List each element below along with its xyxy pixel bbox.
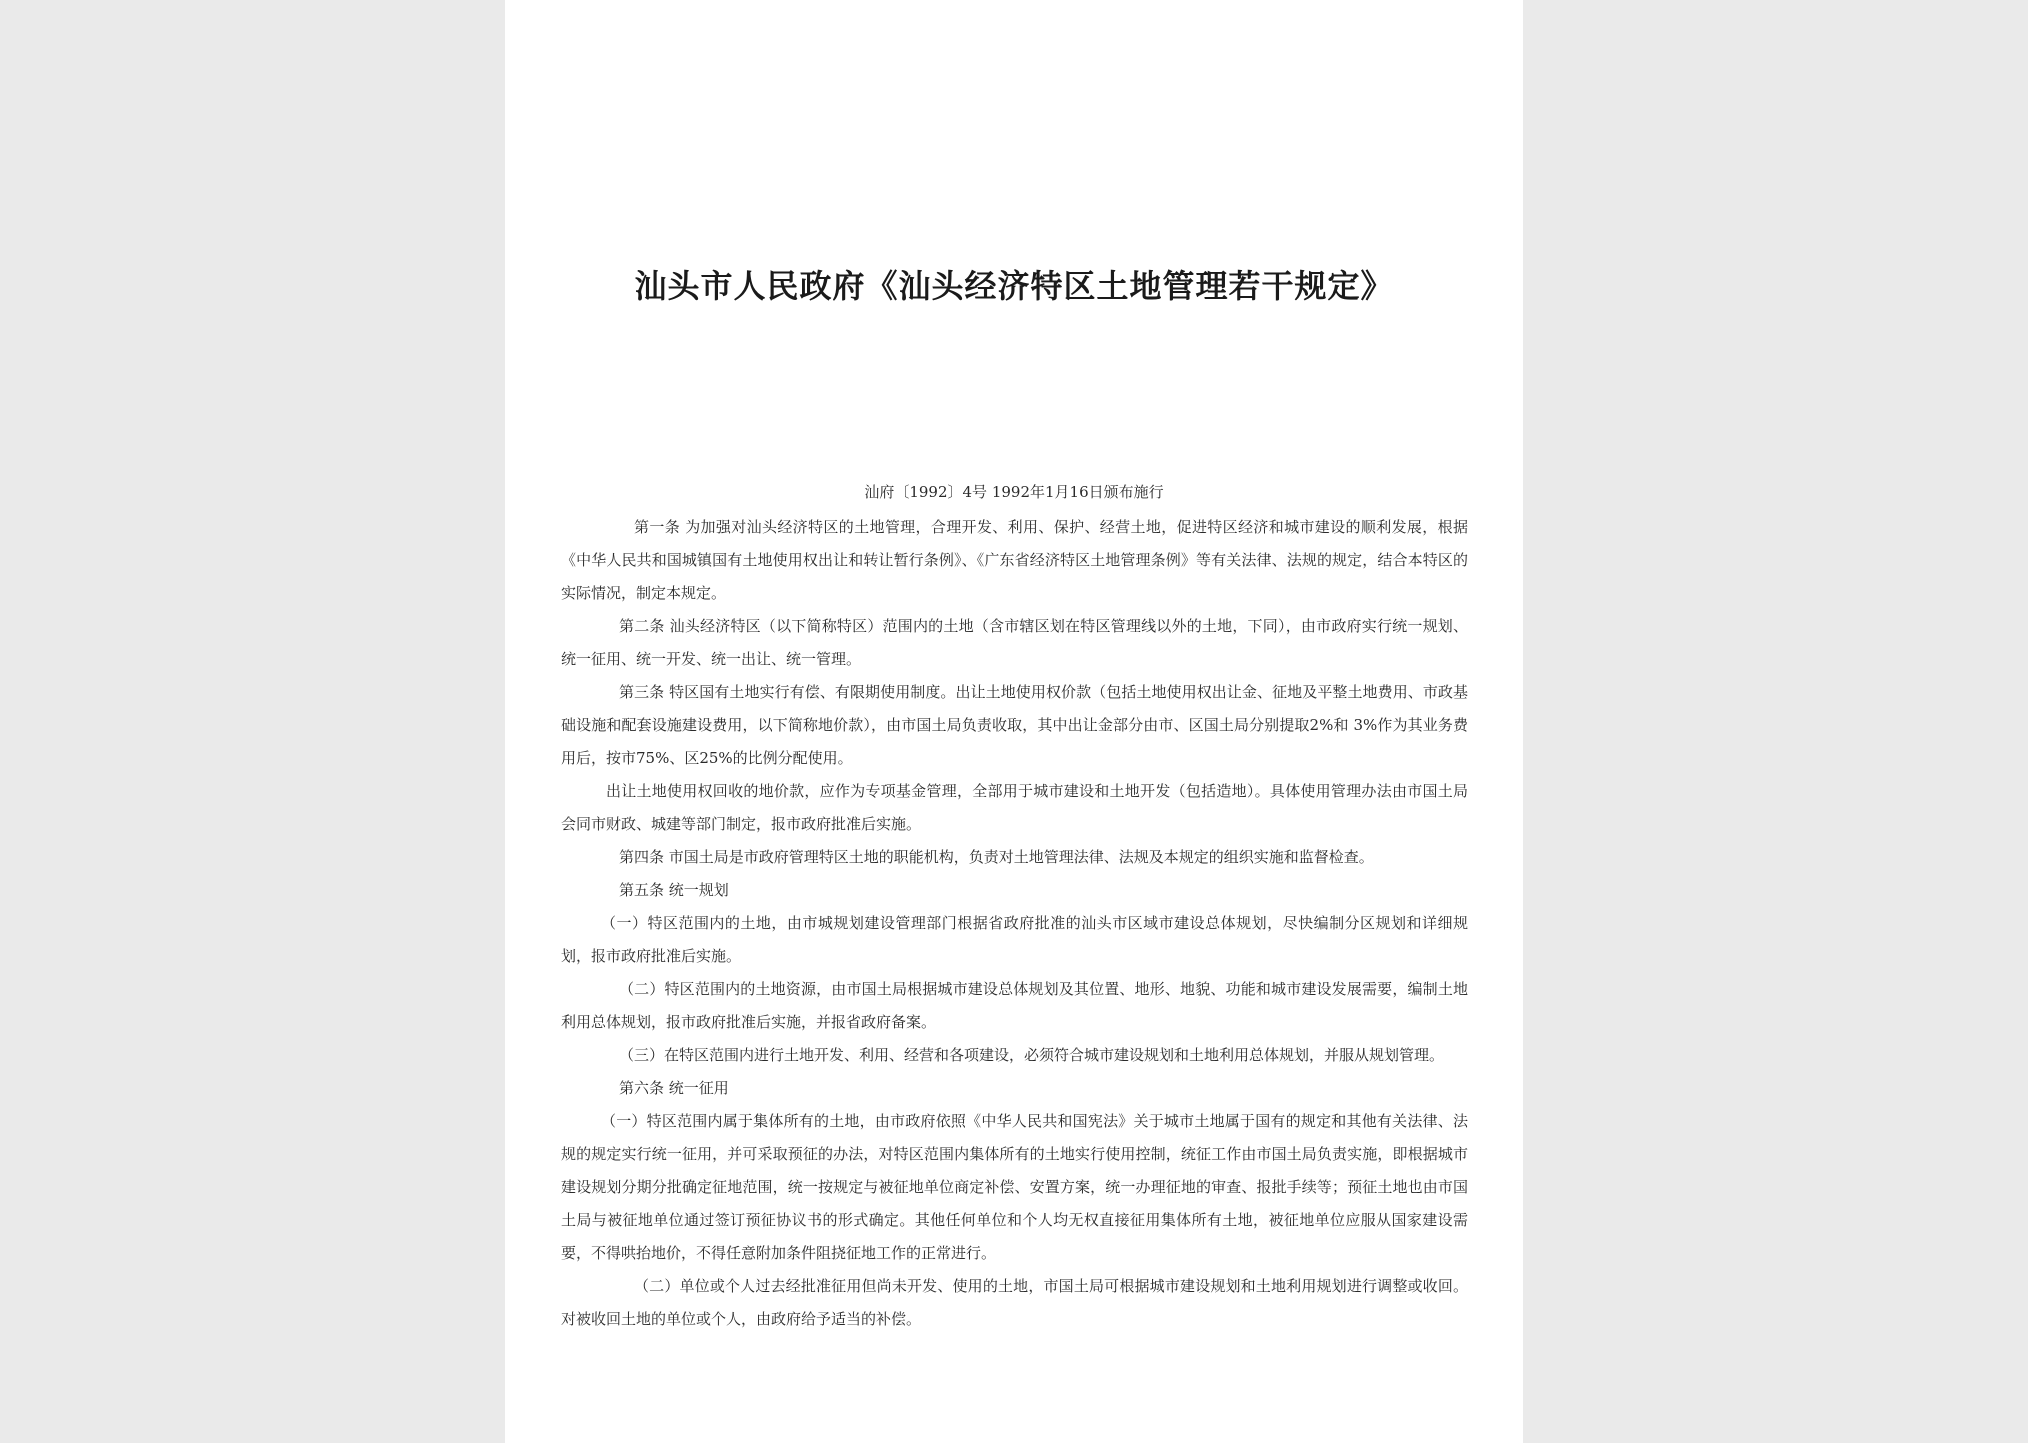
article-1: 第一条 为加强对汕头经济特区的土地管理，合理开发、利用、保护、经营土地，促进特区经济和城市建设的顺利发展，根据《中华人民共和国城镇国有土地使用权出让和转让暂行条例》、《广东省经济特区土地管理条例》等有关法律、法规的规定，结合本特区的实际情况，制定本规定。 xyxy=(561,518,1468,602)
article-4: 第四条 市国土局是市政府管理特区土地的职能机构，负责对土地管理法律、法规及本规定的组织实施和监督检查。 xyxy=(619,848,1374,866)
article-6-item-2: （二）单位或个人过去经批准征用但尚未开发、使用的土地，市国土局可根据城市建设规划和土地利用规划进行调整或收回。对被收回土地的单位或个人，由政府给予适当的补偿。 xyxy=(561,1277,1468,1328)
document-body xyxy=(561,511,1468,1336)
article-5-item-3: （三）在特区范围内进行土地开发、利用、经营和各项建设，必须符合城市建设规划和土地利用总体规划，并服从规划管理。 xyxy=(619,1046,1445,1064)
document-title: 汕头市人民政府《汕头经济特区土地管理若干规定》 xyxy=(634,267,1394,305)
article-6-item-1: （一）特区范围内属于集体所有的土地，由市政府依照《中华人民共和国宪法》关于城市土地属于国有的规定和其他有关法律、法规的规定实行统一征用，并可采取预征的办法，对特区范围内集体所有的土地实行使用控制，统征工作由市国土局负责实施，即根据城市建设规划分期分批确定征地范围，统一按规定与被征地单位商定补偿、安置方案，统一办理征地的审查、报批手续等；预征土地也由市国土局与被征地单位通过签订预征协议书的形式确定。其他任何单位和个人均无权直接征用集体所有土地，被征地单位应服从国家建设需要，不得哄抬地价，不得任意附加条件阻挠征地工作的正常进行。 xyxy=(561,1112,1468,1262)
article-5-heading: 第五条 统一规划 xyxy=(619,881,729,899)
article-6-heading: 第六条 统一征用 xyxy=(619,1079,729,1097)
article-2: 第二条 汕头经济特区（以下简称特区）范围内的土地（含市辖区划在特区管理线以外的土地，下同），由市政府实行统一规划、统一征用、统一开发、统一出让、统一管理。 xyxy=(561,617,1468,668)
article-3: 第三条 特区国有土地实行有偿、有限期使用制度。出让土地使用权价款（包括土地使用权出让金、征地及平整土地费用、市政基础设施和配套设施建设费用，以下简称地价款），由市国土局负责收取，其中出让金部分由市、区国土局分别提取2%和 3%作为其业务费用后，按市75%、区25%的比例分配使用。 xyxy=(561,683,1468,767)
document-page xyxy=(505,0,1523,1443)
article-5-item-1: （一）特区范围内的土地，由市城规划建设管理部门根据省政府批准的汕头市区域市建设总体规划，尽快编制分区规划和详细规划，报市政府批准后实施。 xyxy=(561,914,1468,965)
document-subtitle: 汕府〔1992〕4号 1992年1月16日颁布施行 xyxy=(864,483,1164,501)
article-5-item-2: （二）特区范围内的土地资源，由市国土局根据城市建设总体规划及其位置、地形、地貌、功能和城市建设发展需要，编制土地利用总体规划，报市政府批准后实施，并报省政府备案。 xyxy=(561,980,1468,1031)
article-3-paragraph-2: 出让土地使用权回收的地价款，应作为专项基金管理，全部用于城市建设和土地开发（包括造地）。具体使用管理办法由市国土局会同市财政、城建等部门制定，报市政府批准后实施。 xyxy=(561,782,1468,833)
